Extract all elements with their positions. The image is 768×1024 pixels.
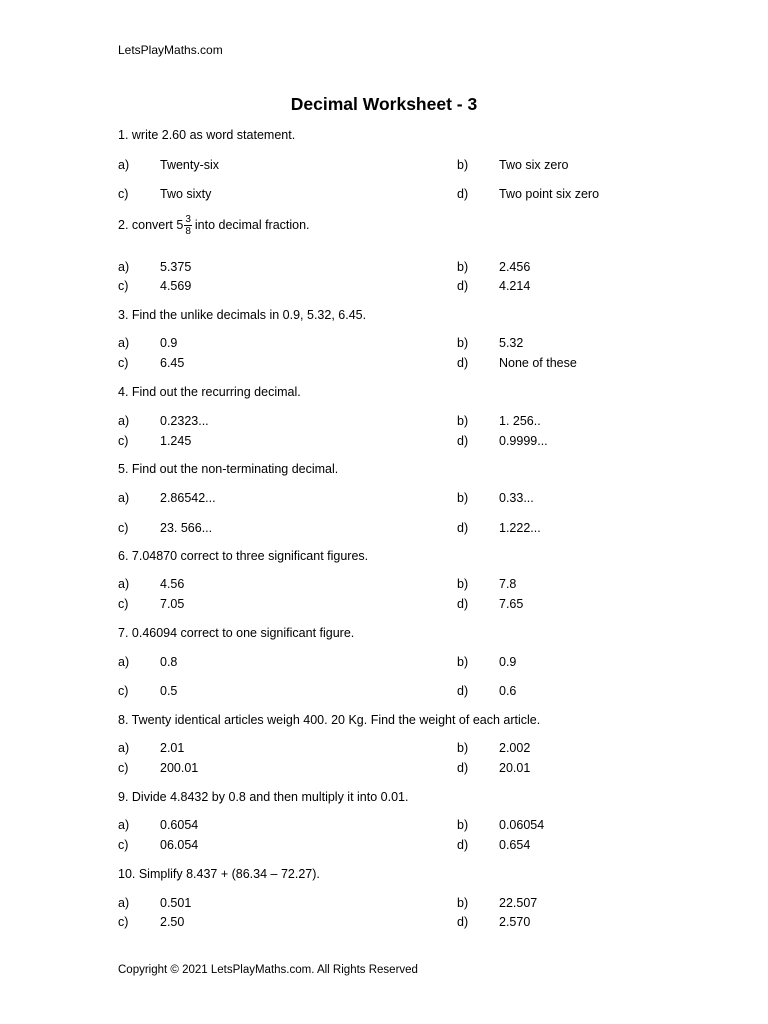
copyright-footer: Copyright © 2021 LetsPlayMaths.com. All Rights Reserved bbox=[118, 964, 418, 976]
option-letter: d) bbox=[457, 915, 469, 929]
question-4: 4. Find out the recurring decimal. bbox=[118, 385, 301, 399]
option-letter: b) bbox=[457, 577, 469, 591]
option-value: 4.56 bbox=[160, 577, 185, 591]
question-2 bbox=[118, 214, 310, 237]
option-letter: c) bbox=[118, 521, 129, 535]
site-name: LetsPlayMaths.com bbox=[118, 43, 223, 57]
option-letter: a) bbox=[118, 414, 130, 428]
option-value: 1.245 bbox=[160, 434, 192, 448]
option-letter: d) bbox=[457, 434, 469, 448]
question-10: 10. Simplify 8.437 + (86.34 – 72.27). bbox=[118, 867, 320, 881]
option-letter: d) bbox=[457, 356, 469, 370]
option-letter: b) bbox=[457, 741, 469, 755]
option-value: 23. 566... bbox=[160, 521, 213, 535]
page-title: Decimal Worksheet - 3 bbox=[290, 94, 478, 114]
option-value: Two point six zero bbox=[499, 187, 600, 201]
option-letter: a) bbox=[118, 260, 130, 274]
option-letter: a) bbox=[118, 577, 130, 591]
option-letter: b) bbox=[457, 491, 469, 505]
option-value: 2.86542... bbox=[160, 491, 216, 505]
option-letter: a) bbox=[118, 158, 130, 172]
question-3: 3. Find the unlike decimals in 0.9, 5.32, 6.45. bbox=[118, 308, 367, 322]
question-2-prefix: 2. convert 5 bbox=[118, 217, 184, 232]
option-value: 22.507 bbox=[499, 896, 538, 910]
option-letter: a) bbox=[118, 491, 130, 505]
option-letter: b) bbox=[457, 260, 469, 274]
option-letter: a) bbox=[118, 818, 130, 832]
question-6: 6. 7.04870 correct to three significant figures. bbox=[118, 549, 369, 563]
option-letter: b) bbox=[457, 655, 469, 669]
option-value: 20.01 bbox=[499, 761, 531, 775]
option-value: 0.9999... bbox=[499, 434, 548, 448]
option-letter: c) bbox=[118, 597, 129, 611]
option-value: 0.6 bbox=[499, 684, 517, 698]
option-value: 0.9 bbox=[160, 336, 178, 350]
question-1: 1. write 2.60 as word statement. bbox=[118, 128, 296, 142]
option-letter: d) bbox=[457, 684, 469, 698]
option-value: 0.8 bbox=[160, 655, 178, 669]
fraction-numerator: 3 bbox=[185, 214, 191, 225]
option-letter: b) bbox=[457, 158, 469, 172]
option-value: Two sixty bbox=[160, 187, 212, 201]
option-letter: b) bbox=[457, 336, 469, 350]
option-letter: c) bbox=[118, 915, 129, 929]
option-value: 2.570 bbox=[499, 915, 531, 929]
question-5: 5. Find out the non-terminating decimal. bbox=[118, 462, 339, 476]
option-value: 0.654 bbox=[499, 838, 531, 852]
question-7: 7. 0.46094 correct to one significant figure. bbox=[118, 626, 355, 640]
option-letter: b) bbox=[457, 818, 469, 832]
option-letter: a) bbox=[118, 741, 130, 755]
option-letter: d) bbox=[457, 597, 469, 611]
option-letter: d) bbox=[457, 521, 469, 535]
question-8: 8. Twenty identical articles weigh 400. 20 Kg. Find the weight of each article. bbox=[118, 713, 541, 727]
option-letter: a) bbox=[118, 896, 130, 910]
option-value: None of these bbox=[499, 356, 577, 370]
option-value: 0.5 bbox=[160, 684, 178, 698]
option-value: 200.01 bbox=[160, 761, 199, 775]
option-letter: d) bbox=[457, 187, 469, 201]
option-value: 0.33... bbox=[499, 491, 534, 505]
option-letter: a) bbox=[118, 336, 130, 350]
option-value: 1. 256.. bbox=[499, 414, 541, 428]
option-letter: d) bbox=[457, 838, 469, 852]
option-letter: d) bbox=[457, 279, 469, 293]
option-letter: c) bbox=[118, 761, 129, 775]
option-value: 2.50 bbox=[160, 915, 185, 929]
option-value: 7.05 bbox=[160, 597, 185, 611]
option-value: 1.222... bbox=[499, 521, 541, 535]
option-letter: c) bbox=[118, 356, 129, 370]
option-value: 0.2323... bbox=[160, 414, 209, 428]
option-letter: c) bbox=[118, 434, 129, 448]
option-letter: a) bbox=[118, 655, 130, 669]
option-letter: b) bbox=[457, 896, 469, 910]
option-value: Twenty-six bbox=[160, 158, 220, 172]
option-value: 0.6054 bbox=[160, 818, 199, 832]
option-value: 2.01 bbox=[160, 741, 185, 755]
option-value: 2.456 bbox=[499, 260, 531, 274]
option-letter: c) bbox=[118, 187, 129, 201]
option-value: 4.569 bbox=[160, 279, 192, 293]
option-letter: c) bbox=[118, 279, 129, 293]
mixed-fraction bbox=[184, 214, 192, 237]
option-value: 7.65 bbox=[499, 597, 524, 611]
option-value: 4.214 bbox=[499, 279, 531, 293]
option-value: 5.375 bbox=[160, 260, 192, 274]
option-value: 6.45 bbox=[160, 356, 185, 370]
fraction-denominator: 8 bbox=[185, 226, 191, 237]
option-letter: c) bbox=[118, 838, 129, 852]
option-value: 7.8 bbox=[499, 577, 517, 591]
option-value: 06.054 bbox=[160, 838, 199, 852]
option-letter: b) bbox=[457, 414, 469, 428]
option-value: 2.002 bbox=[499, 741, 531, 755]
option-value: 5.32 bbox=[499, 336, 524, 350]
question-2-suffix: into decimal fraction. bbox=[194, 217, 310, 232]
option-value: 0.9 bbox=[499, 655, 517, 669]
option-value: 0.501 bbox=[160, 896, 192, 910]
option-value: 0.06054 bbox=[499, 818, 545, 832]
question-9: 9. Divide 4.8432 by 0.8 and then multiply it into 0.01. bbox=[118, 790, 409, 804]
option-letter: d) bbox=[457, 761, 469, 775]
option-value: Two six zero bbox=[499, 158, 569, 172]
option-letter: c) bbox=[118, 684, 129, 698]
